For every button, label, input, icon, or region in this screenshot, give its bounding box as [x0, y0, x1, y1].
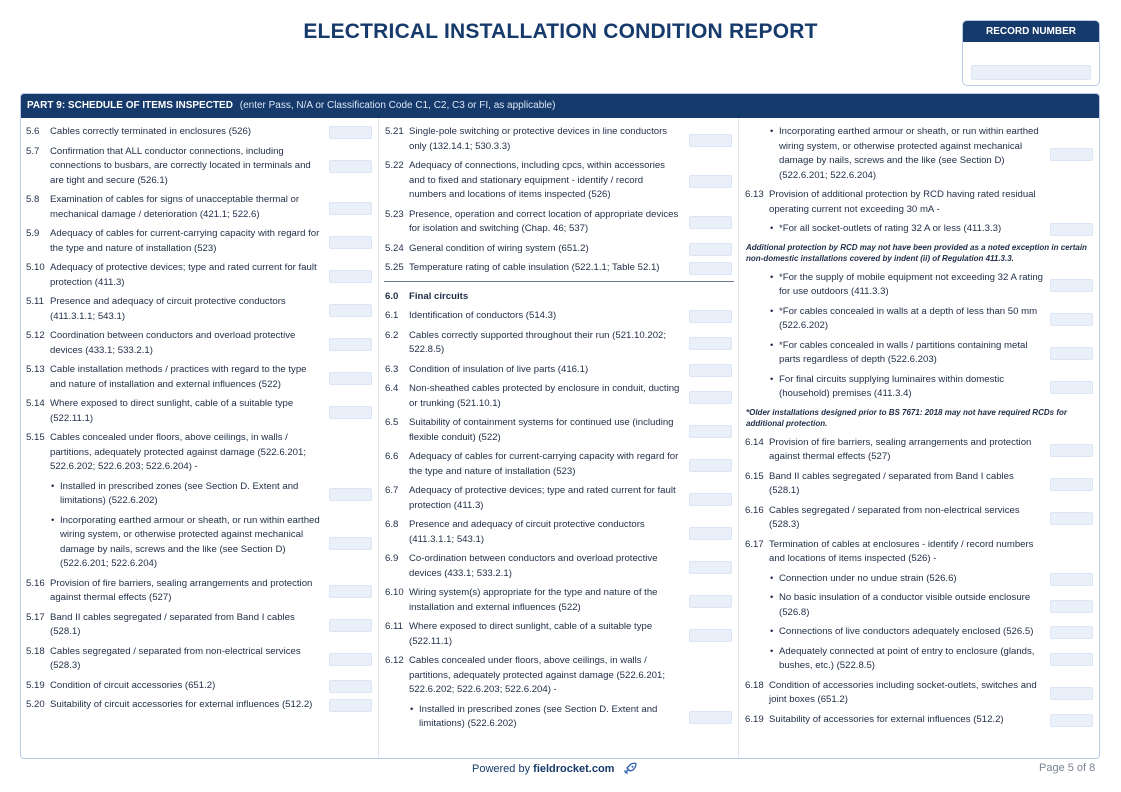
inspection-item: [740, 339, 1099, 368]
item-number: 5.17: [26, 611, 45, 623]
item-description: Non-sheathed cables protected by enclosure in conduit, ducting or trunking (521.10.1): [409, 383, 680, 409]
inspection-item: [21, 125, 378, 140]
item-number: 5.13: [26, 364, 45, 375]
result-input[interactable]: [689, 425, 732, 438]
item-description: Presence and adequacy of circuit protective conductors (411.3.1.1; 543.1): [409, 519, 645, 545]
inspection-item: [21, 679, 378, 694]
inspection-item: [21, 397, 378, 426]
inspection-item: [380, 518, 738, 547]
result-input[interactable]: [1050, 478, 1093, 491]
result-input[interactable]: [689, 337, 732, 350]
powered-by: [472, 762, 638, 776]
item-description: Installed in prescribed zones (see Section D. Extent and limitations) (522.6.202): [60, 480, 299, 506]
bullet-icon: •: [770, 223, 774, 234]
result-input[interactable]: [329, 619, 372, 632]
item-description: Provision of fire barriers, sealing arrangements and protection against thermal effects (527): [769, 436, 1032, 462]
result-input[interactable]: [1050, 381, 1093, 394]
column-3: [740, 118, 1099, 758]
result-input[interactable]: [329, 653, 372, 666]
inspection-item: [740, 645, 1099, 674]
item-description: General condition of wiring system (651.2): [409, 242, 589, 254]
result-input[interactable]: [329, 270, 372, 283]
item-description: Identification of conductors (514.3): [409, 310, 557, 321]
result-input[interactable]: [689, 175, 732, 188]
result-input[interactable]: [1050, 148, 1093, 161]
inspection-item: [380, 586, 738, 615]
item-description: Suitability of accessories for external influences (512.2): [769, 713, 1004, 725]
item-description: Cable installation methods / practices with regard to the type and nature of installation and external influences (522): [50, 364, 307, 390]
item-description: Condition of circuit accessories (651.2): [50, 679, 216, 691]
inspection-item: [740, 679, 1099, 708]
inspection-item: [380, 363, 738, 378]
item-number: 6.16: [745, 504, 764, 516]
inspection-item: [380, 329, 738, 358]
inspection-item: [740, 572, 1099, 587]
item-number: 5.19: [26, 679, 45, 691]
inspection-item: [740, 713, 1099, 728]
item-description: Cables correctly terminated in enclosures (526): [50, 126, 252, 137]
item-number: 5.22: [385, 160, 404, 171]
item-description: Connections of live conductors adequately enclosed (526.5): [779, 626, 1034, 637]
bullet-icon: •: [770, 645, 774, 657]
item-description: Cables correctly supported throughout their run (521.10.202; 522.8.5): [409, 329, 667, 355]
item-description: Presence, operation and correct location of appropriate devices for isolation and switching (Chap. 46; 537): [409, 208, 679, 234]
bullet-icon: •: [770, 592, 774, 603]
item-description: *For cables concealed in walls / partitions containing metal parts regardless of depth (522.6.203): [779, 339, 1028, 365]
item-description: Termination of cables at enclosures - identify / record numbers and locations of items inspected (526) -: [769, 538, 1034, 564]
inspection-item: [740, 125, 1099, 183]
inspection-item: [740, 188, 1099, 217]
result-input[interactable]: [1050, 687, 1093, 700]
item-number: 5.21: [385, 126, 404, 137]
result-input[interactable]: [329, 372, 372, 385]
inspection-item: [21, 698, 378, 713]
inspection-item: [21, 514, 378, 572]
item-number: 5.24: [385, 242, 404, 254]
item-number: 5.16: [26, 577, 45, 589]
inspection-item: [740, 271, 1099, 300]
inspection-item: [380, 416, 738, 445]
bullet-icon: •: [770, 572, 774, 584]
inspection-item: [740, 538, 1099, 567]
brand-name: fieldrocket.com: [533, 762, 615, 775]
result-input[interactable]: [689, 391, 732, 404]
result-input[interactable]: [1050, 313, 1093, 326]
bullet-icon: •: [770, 339, 774, 351]
older-installations-note: *Older installations designed prior to BS 7671: 2018 may not have required RCDs for additional protection.: [746, 407, 1067, 428]
item-number: 6.12: [385, 655, 404, 666]
item-description: Adequacy of protective devices; type and rated current for fault protection (411.3): [50, 262, 317, 288]
inspection-item: [740, 470, 1099, 499]
item-description: Incorporating earthed armour or sheath, or run within earthed wiring system, or otherwise protected against mechanical damage by nails, screws and the like (see Section D) (522.6.201; 522.6.204): [779, 126, 1039, 181]
result-input[interactable]: [1050, 600, 1093, 613]
result-input[interactable]: [689, 527, 732, 540]
item-number: 6.5: [385, 417, 399, 428]
inspection-item: [380, 261, 738, 276]
inspection-item: [380, 208, 738, 237]
item-description: *For the supply of mobile equipment not exceeding 32 A rating for use outdoors (411.3.3): [779, 271, 1043, 297]
result-input[interactable]: [1050, 653, 1093, 666]
bullet-icon: •: [410, 703, 414, 715]
result-input[interactable]: [689, 493, 732, 506]
inspection-item: [21, 480, 378, 509]
bullet-icon: •: [770, 626, 774, 637]
inspection-item: [21, 193, 378, 222]
bullet-icon: •: [770, 305, 774, 317]
column-1: [21, 118, 379, 758]
inspection-item: [21, 431, 378, 475]
bullet-icon: •: [770, 126, 774, 137]
item-description: Provision of fire barriers, sealing arrangements and protection against thermal effects (527): [50, 577, 313, 603]
record-number-box: [962, 20, 1100, 86]
item-description: Suitability of containment systems for continued use (including flexible conduit) (522): [409, 417, 674, 443]
column-2: [380, 118, 739, 758]
item-description: Cables concealed under floors, above ceilings, in walls / partitions, adequately protected against damage (522.6.201; 522.6.202; 522.6.203; 522.6.204) -: [50, 432, 307, 472]
inspection-item: [380, 242, 738, 257]
record-number-field[interactable]: [971, 65, 1091, 80]
item-description: Installed in prescribed zones (see Section D. Extent and limitations) (522.6.202): [419, 703, 658, 729]
inspection-item: [21, 363, 378, 392]
result-input[interactable]: [1050, 444, 1093, 457]
inspection-item: [21, 577, 378, 606]
result-input[interactable]: [329, 488, 372, 501]
inspection-item: [21, 329, 378, 358]
item-number: 6.8: [385, 519, 399, 530]
result-input[interactable]: [329, 304, 372, 317]
inspection-item: [740, 222, 1099, 237]
inspection-item: [21, 295, 378, 324]
item-number: 6.3: [385, 363, 399, 375]
item-description: Where exposed to direct sunlight, cable of a suitable type (522.11.1): [50, 398, 294, 424]
item-description: For final circuits supplying luminaires within domestic (household) premises (411.3.4): [779, 373, 1005, 399]
item-description: Condition of insulation of live parts (416.1): [409, 363, 589, 375]
item-number: 5.7: [26, 145, 40, 157]
result-input[interactable]: [329, 585, 372, 598]
result-input[interactable]: [1050, 279, 1093, 292]
item-description: Band II cables segregated / separated from Band I cables (528.1): [769, 470, 1014, 496]
result-input[interactable]: [689, 629, 732, 642]
schedule-sheet: [20, 93, 1100, 759]
result-input[interactable]: [329, 126, 372, 139]
inspection-item: [740, 591, 1099, 620]
item-description: Connection under no undue strain (526.6): [779, 572, 957, 584]
item-number: 6.10: [385, 587, 404, 598]
item-number: 6.18: [745, 679, 764, 691]
inspection-item: [380, 125, 738, 154]
inspection-item: [380, 450, 738, 479]
inspection-item: [380, 620, 738, 649]
inspection-item: [380, 309, 738, 324]
inspection-item: [380, 703, 738, 732]
item-number: 6.17: [745, 538, 764, 550]
section-heading: [380, 290, 738, 305]
item-description: *For cables concealed in walls at a depth of less than 50 mm (522.6.202): [779, 305, 1038, 331]
item-description: Provision of additional protection by RCD having rated residual operating current not exceeding 30 mA -: [769, 189, 1036, 215]
item-number: 6.11: [385, 621, 403, 632]
result-input[interactable]: [689, 216, 732, 229]
part-subtitle: (enter Pass, N/A or Classification Code C1, C2, C3 or FI, as applicable): [239, 100, 556, 111]
item-description: Band II cables segregated / separated from Band I cables (528.1): [50, 611, 295, 637]
item-description: *For all socket-outlets of rating 32 A or less (411.3.3): [779, 223, 1002, 234]
result-input[interactable]: [689, 459, 732, 472]
item-number: 6.2: [385, 329, 399, 341]
item-number: 6.6: [385, 451, 399, 462]
result-input[interactable]: [689, 310, 732, 323]
page-number: Page 5 of 8: [1039, 762, 1096, 774]
item-description: Single-pole switching or protective devices in line conductors only (132.14.1; 530.3.3): [409, 126, 668, 152]
item-number: 6.19: [745, 713, 764, 725]
result-input[interactable]: [1050, 347, 1093, 360]
item-description: Temperature rating of cable insulation (522.1.1; Table 52.1): [409, 262, 660, 273]
record-number-label: RECORD NUMBER: [963, 21, 1099, 42]
item-number: 5.12: [26, 330, 45, 341]
result-input[interactable]: [1050, 626, 1093, 639]
item-description: Adequately connected at point of entry to enclosure (glands, bushes, etc.) (522.8.5): [779, 645, 1035, 671]
item-number: 6.9: [385, 553, 399, 564]
bullet-icon: •: [51, 480, 55, 492]
item-description: Coordination between conductors and overload protective devices (433.1; 533.2.1): [50, 330, 296, 356]
inspection-item: [380, 382, 738, 411]
result-input[interactable]: [689, 561, 732, 574]
result-input[interactable]: [329, 236, 372, 249]
inspection-item: [740, 305, 1099, 334]
bullet-icon: •: [770, 271, 774, 283]
item-number: 6.1: [385, 310, 399, 321]
item-description: Adequacy of cables for current-carrying capacity with regard for the type and nature of installation (523): [50, 228, 320, 254]
document-title: ELECTRICAL INSTALLATION CONDITION REPORT: [303, 20, 818, 43]
inspection-item: [740, 436, 1099, 465]
inspection-item: [21, 261, 378, 290]
inspection-item: [21, 645, 378, 674]
inspection-item: [740, 625, 1099, 640]
result-input[interactable]: [329, 202, 372, 215]
bullet-icon: •: [770, 373, 774, 385]
item-number: 5.25: [385, 262, 404, 273]
result-input[interactable]: [1050, 223, 1093, 236]
item-description: Co-ordination between conductors and overload protective devices (433.1; 533.2.1): [409, 553, 658, 579]
item-description: Cables segregated / separated from non-electrical services (528.3): [50, 645, 301, 671]
item-description: Examination of cables for signs of unacceptable thermal or mechanical damage / deterioration (421.1; 522.6): [50, 194, 300, 220]
result-input[interactable]: [329, 338, 372, 351]
result-input[interactable]: [689, 364, 732, 377]
item-description: Presence and adequacy of circuit protective conductors (411.3.1.1; 543.1): [50, 296, 286, 322]
item-description: Where exposed to direct sunlight, cable of a suitable type (522.11.1): [409, 621, 653, 647]
inspection-item: [380, 654, 738, 698]
rocket-icon: [622, 762, 638, 776]
section-divider: [384, 281, 734, 282]
inspection-item: [380, 552, 738, 581]
item-number: 5.20: [26, 699, 45, 710]
item-description: No basic insulation of a conductor visible outside enclosure (526.8): [779, 592, 1031, 618]
inspection-item: [380, 484, 738, 513]
item-number: 5.11: [26, 296, 44, 307]
item-number: 5.18: [26, 645, 45, 657]
item-description: Cables segregated / separated from non-electrical services (528.3): [769, 504, 1020, 530]
item-number: 6.7: [385, 485, 399, 496]
item-number: 5.8: [26, 194, 40, 205]
inspection-item: [380, 159, 738, 203]
item-description: Adequacy of protective devices; type and rated current for fault protection (411.3): [409, 485, 676, 511]
result-input[interactable]: [329, 699, 372, 712]
result-input[interactable]: [329, 537, 372, 550]
result-input[interactable]: [329, 406, 372, 419]
result-input[interactable]: [1050, 573, 1093, 586]
part-title: PART 9: SCHEDULE OF ITEMS INSPECTED: [27, 100, 233, 111]
item-description: Incorporating earthed armour or sheath, or run within earthed wiring system, or otherwise protected against mechanical damage by nails, screws and the like (see Section D) (522.6.201; 522.6.204): [60, 514, 320, 569]
inspection-item: [21, 611, 378, 640]
item-description: Adequacy of connections, including cpcs, within accessories and to fixed and stationary equipment - identify / record numbers and locations of items inspected (526): [409, 160, 665, 200]
result-input[interactable]: [689, 262, 732, 275]
section-number: 6.0: [385, 290, 399, 302]
inspection-item: [740, 504, 1099, 533]
powered-by-label: Powered by: [472, 762, 531, 775]
item-number: 5.15: [26, 432, 45, 443]
result-input[interactable]: [689, 711, 732, 724]
inspection-item: [21, 227, 378, 256]
item-description: Condition of accessories including socket-outlets, switches and joint boxes (651.2): [769, 679, 1037, 705]
section-title: Final circuits: [409, 290, 469, 302]
item-description: Cables concealed under floors, above ceilings, in walls / partitions, adequately protected against damage (522.6.201; 522.6.202; 522.6.203; 522.6.204) -: [409, 655, 666, 695]
item-number: 5.6: [26, 126, 40, 137]
item-description: Adequacy of cables for current-carrying capacity with regard for the type and nature of installation (523): [409, 451, 679, 477]
item-description: Wiring system(s) appropriate for the type and nature of the installation and external influences (522): [409, 587, 658, 613]
result-input[interactable]: [689, 595, 732, 608]
item-description: Confirmation that ALL conductor connections, including connections to busbars, are correctly located in terminals and are tight and secure (526.1): [50, 145, 311, 186]
item-number: 6.15: [745, 470, 764, 482]
rcd-exception-note: Additional protection by RCD may not have been provided as a noted exception in certain non-domestic installations covered by indent (ii) of Regulation 411.3.3.: [746, 242, 1087, 263]
result-input[interactable]: [329, 680, 372, 693]
item-number: 6.4: [385, 383, 399, 394]
part-header: [21, 94, 1099, 118]
item-description: Suitability of circuit accessories for external influences (512.2): [50, 699, 313, 710]
inspection-item: [21, 145, 378, 189]
result-input[interactable]: [689, 243, 732, 256]
item-number: 6.14: [745, 436, 764, 448]
item-number: 5.9: [26, 228, 40, 239]
inspection-item: [740, 373, 1099, 402]
bullet-icon: •: [51, 514, 55, 526]
item-number: 5.14: [26, 398, 45, 409]
result-input[interactable]: [689, 134, 732, 147]
result-input[interactable]: [329, 160, 372, 173]
item-number: 5.23: [385, 208, 404, 220]
result-input[interactable]: [1050, 512, 1093, 525]
result-input[interactable]: [1050, 714, 1093, 727]
item-number: 6.13: [745, 189, 764, 200]
item-number: 5.10: [26, 262, 45, 273]
